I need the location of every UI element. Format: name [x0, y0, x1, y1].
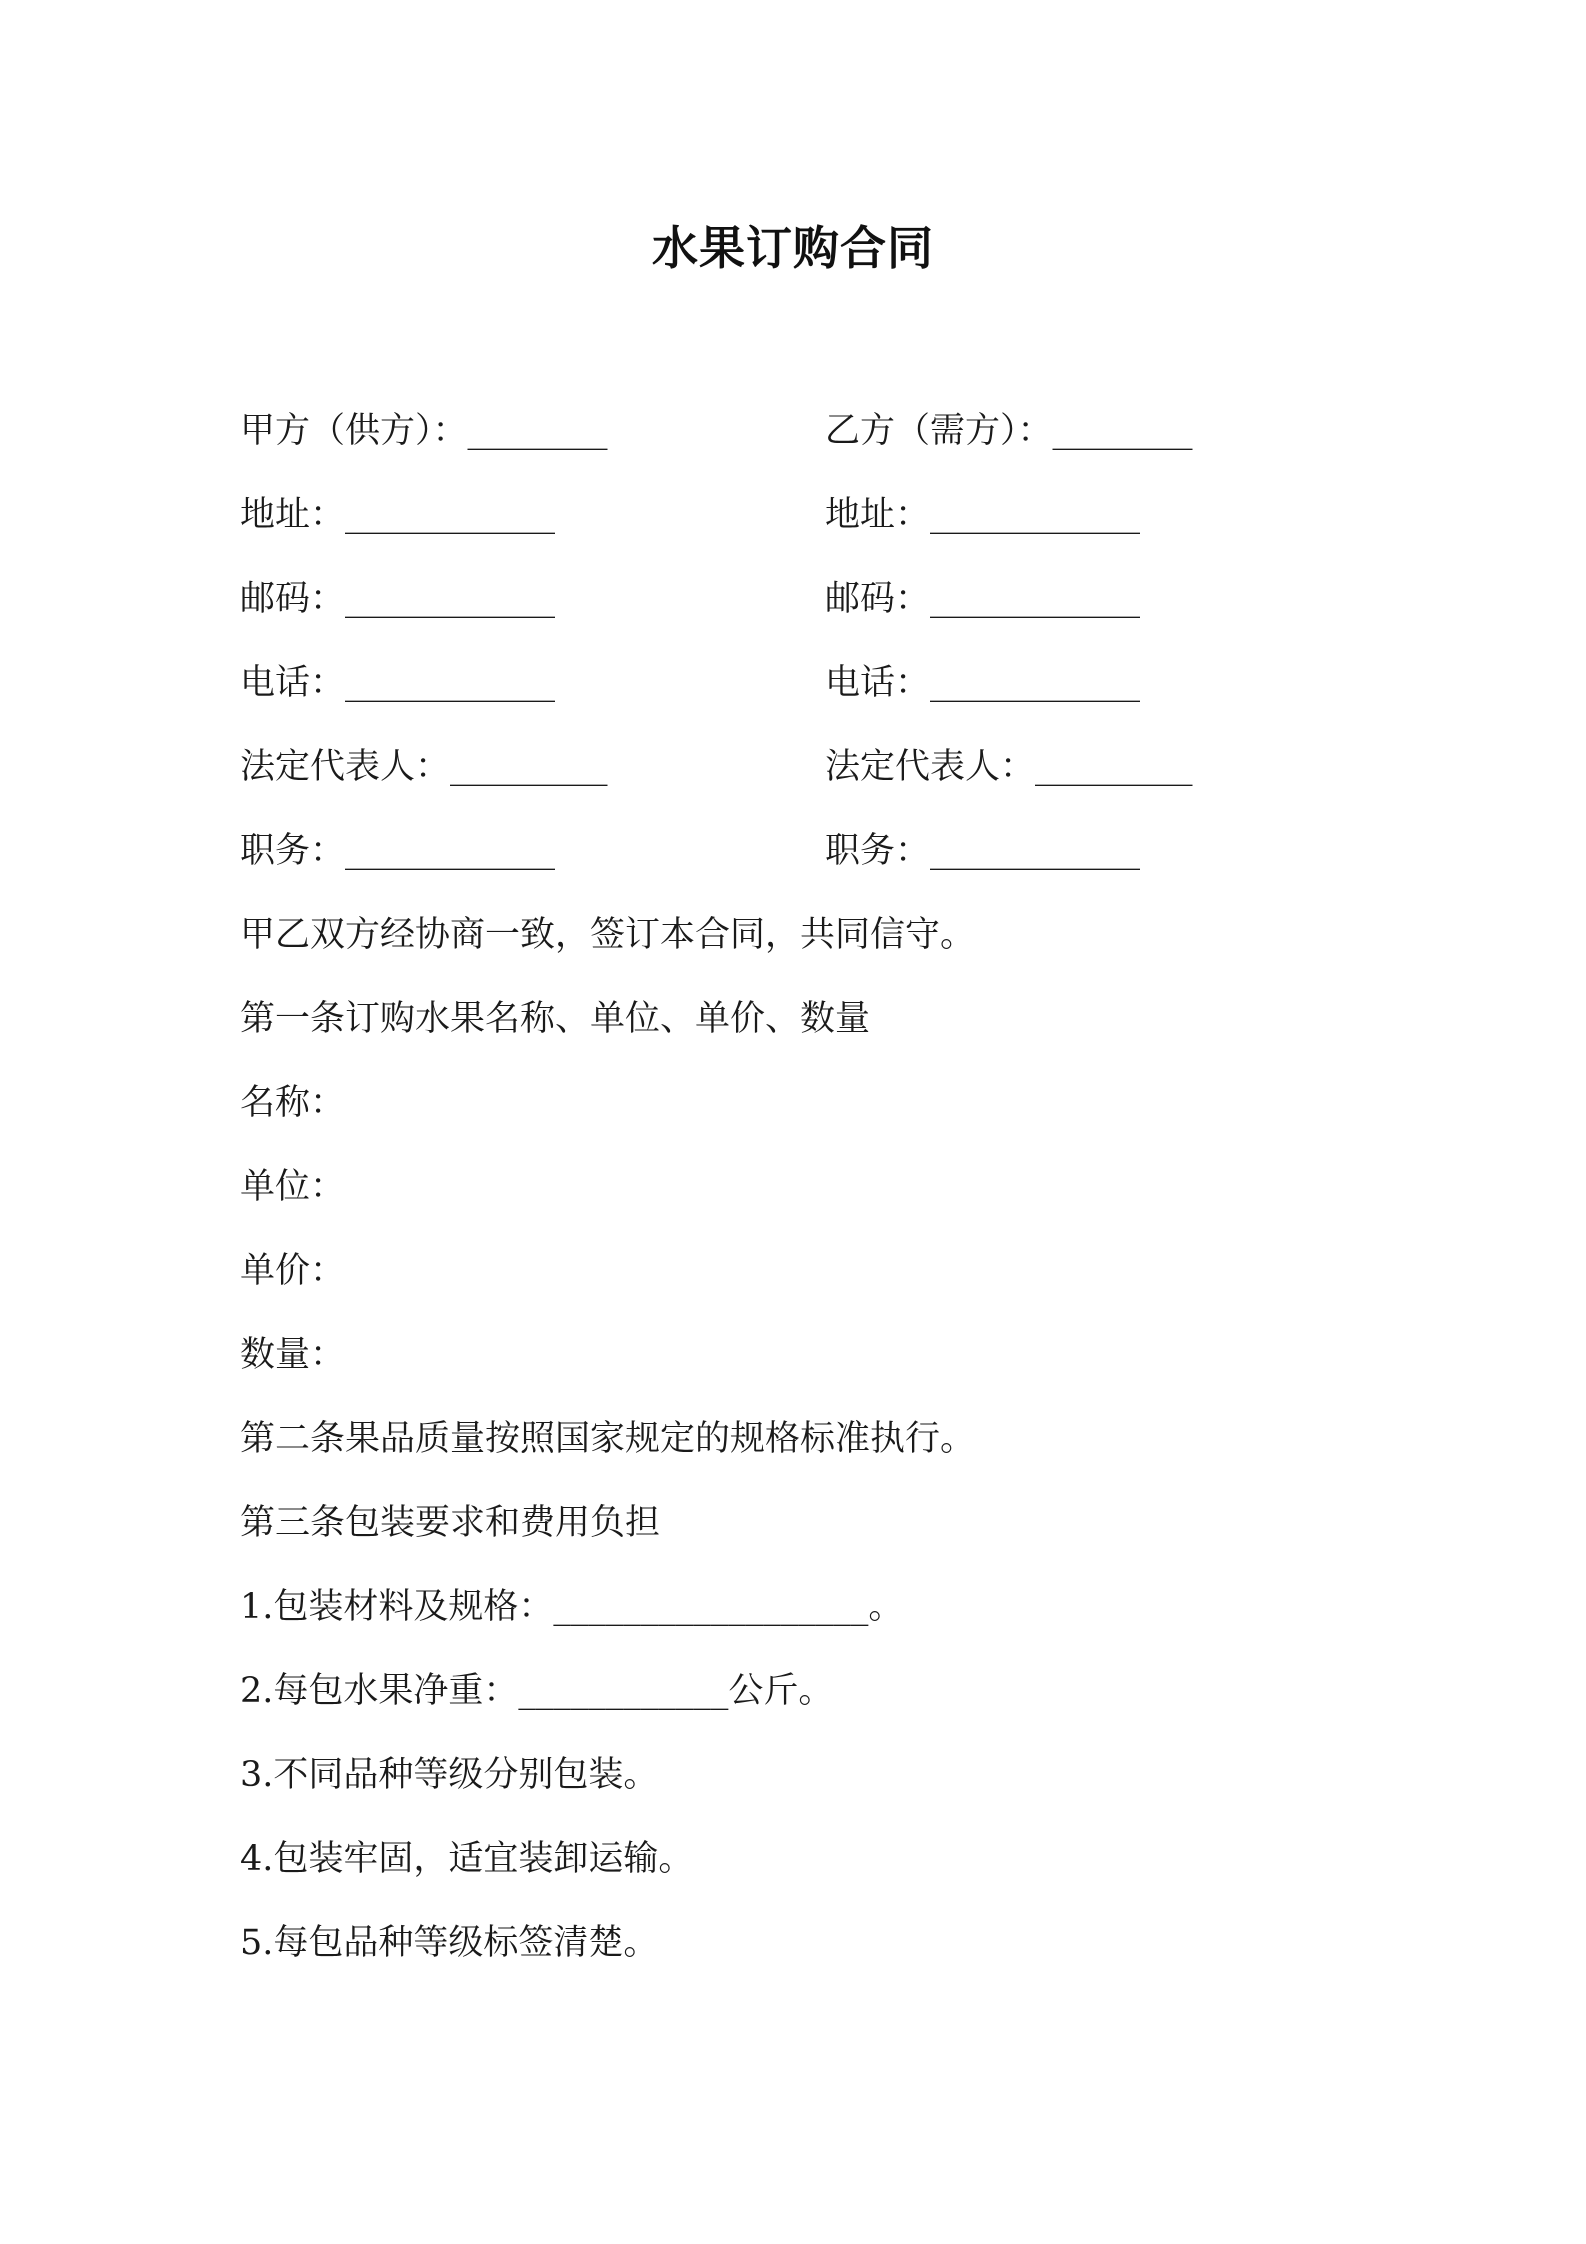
item-unit-field: 单位： [240, 1167, 346, 1207]
party-a-address-field: 地址：____________ [240, 495, 556, 535]
party-a-position-field: 职务：____________ [240, 831, 556, 871]
contract-body [240, 911, 1390, 2003]
party-b-address-field: 地址：____________ [825, 495, 1141, 535]
party-a-name-field: 甲方（供方）：________ [240, 411, 608, 451]
party-row-name [240, 407, 1340, 491]
party-a-postcode-field: 邮码：____________ [240, 579, 556, 619]
party-row-title [240, 827, 1340, 911]
packaging-clause-5: 5.每包品种等级标签清楚。 [240, 1923, 659, 1963]
article-2-quality: 第二条果品质量按照国家规定的规格标准执行。 [240, 1419, 976, 1459]
party-b-name-field: 乙方（需方）：________ [825, 411, 1193, 451]
party-b-legal-rep-field: 法定代表人：_________ [825, 747, 1193, 787]
party-row-legal-rep [240, 743, 1340, 827]
party-row-postcode [240, 575, 1340, 659]
contract-title: 水果订购合同 [652, 221, 934, 275]
packaging-clause-3: 3.不同品种等级分别包装。 [240, 1755, 659, 1795]
agreement-statement: 甲乙双方经协商一致，签订本合同，共同信守。 [240, 915, 976, 955]
article-3-heading: 第三条包装要求和费用负担 [240, 1503, 661, 1543]
packaging-clause-4: 4.包装牢固，适宜装卸运输。 [240, 1839, 694, 1879]
party-a-phone-field: 电话：____________ [240, 663, 556, 703]
party-b-postcode-field: 邮码：____________ [825, 579, 1141, 619]
item-quantity-field: 数量： [240, 1335, 346, 1375]
party-b-phone-field: 电话：____________ [825, 663, 1141, 703]
packaging-clause-2: 2.每包水果净重：____________公斤。 [240, 1671, 834, 1711]
party-row-address [240, 491, 1340, 575]
party-b-position-field: 职务：____________ [825, 831, 1141, 871]
item-name-field: 名称： [240, 1083, 346, 1123]
packaging-clause-1: 1.包装材料及规格：__________________。 [240, 1587, 904, 1627]
party-a-legal-rep-field: 法定代表人：_________ [240, 747, 608, 787]
article-1-heading: 第一条订购水果名称、单位、单价、数量 [240, 999, 871, 1039]
item-unit-price-field: 单价： [240, 1251, 346, 1291]
party-info-block [240, 407, 1340, 911]
party-row-phone [240, 659, 1340, 743]
